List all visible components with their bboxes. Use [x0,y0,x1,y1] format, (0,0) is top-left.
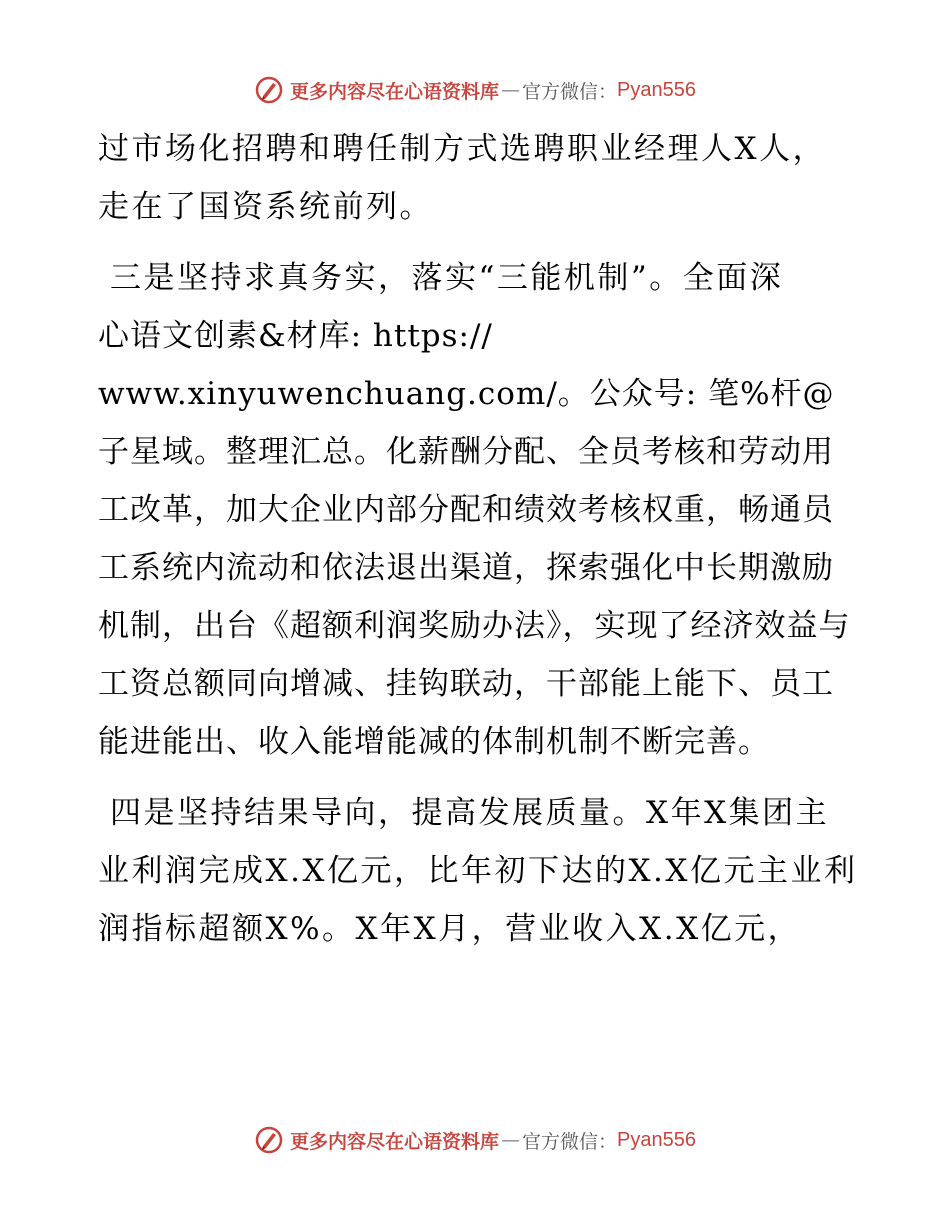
header-banner [0,70,950,110]
writing-pen-icon [254,1125,284,1155]
writing-pen-icon [254,75,284,105]
paragraph-1: 过市场化招聘和聘任制方式选聘职业经理人X人，走在了国资系统前列。 [98,131,827,225]
footer-banner-title: 更多内容尽在心语资料库 [290,1130,500,1153]
footer-banner-dash: — [501,1129,521,1151]
document-body [98,120,858,971]
banner-dash: — [501,79,521,101]
footer-banner [0,1120,950,1160]
paragraph-source-note: 心语文创素&材库: https:// [98,318,493,354]
footer-banner-wechat-label: 官方微信： [522,1130,618,1153]
footer-banner-wechat-id: Pyan556 [617,1128,696,1151]
banner-wechat-label: 官方微信： [522,80,618,103]
paragraph-3: www.xinyuwenchuang.com/。公众号: 笔%杆@子星域。整理汇总。化薪酬分配、全员考核和劳动用工改革，加大企业内部分配和绩效考核权重，畅通员工系统内流动和依法退出渠道，探索强化中长期激励机制，出台《超额利润奖励办法》，实现了经济效益与工资总额同向增减、挂钩联动，干部能上能下、员工能进能出、收入能增能减的体制机制不断完善。 [98,376,851,760]
banner-title: 更多内容尽在心语资料库 [290,80,500,103]
paragraph-4: 四是坚持结果导向，提高发展质量。X年X集团主业利润完成X.X亿元，比年初下达的X.X亿元主业利润指标超额X%。X年X月，营业收入X.X亿元， [98,795,858,947]
paragraph-2: 三是坚持求真务实，落实“三能机制”。全面深 [110,260,784,296]
banner-wechat-id: Pyan556 [617,78,696,101]
